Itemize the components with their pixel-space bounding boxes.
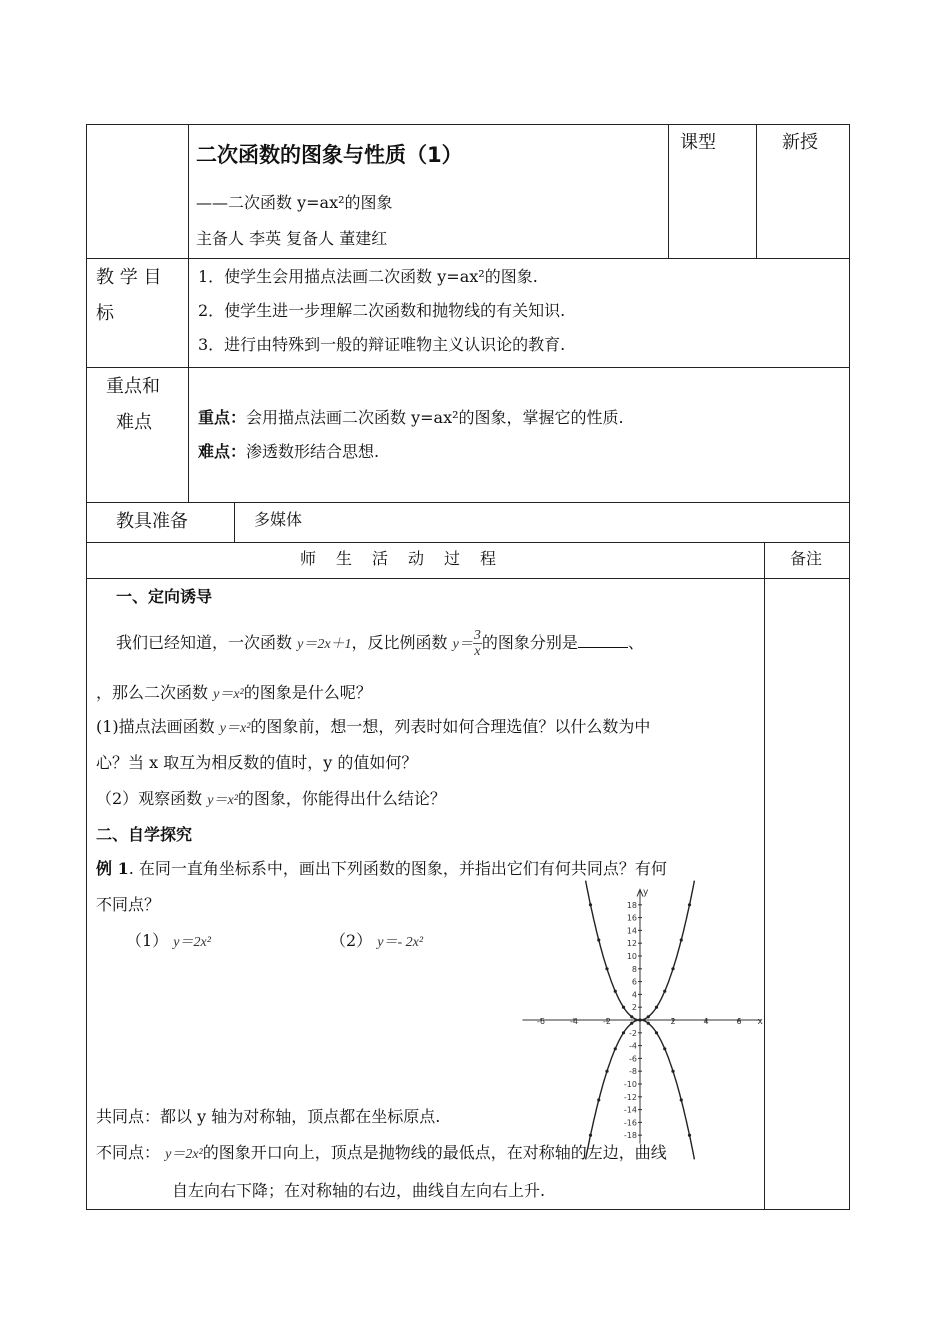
y-tick-label: 4	[631, 990, 637, 1000]
col-divider	[764, 542, 765, 1209]
section1-paragraph-4: 心？当 x 取互为相反数的值时，y 的值如何？	[96, 753, 418, 772]
col-divider	[668, 124, 669, 258]
x-tick-label: 4	[703, 1017, 709, 1026]
objective-item: 1．使学生会用描点法画二次函数 y=ax²的图象.	[198, 267, 538, 286]
y-tick-label: 6	[631, 977, 637, 987]
data-point	[638, 1018, 641, 1021]
equation: y＝- 2x²	[377, 935, 424, 950]
data-point	[655, 1031, 658, 1034]
text: 的图象是什么呢？	[243, 683, 372, 702]
row-divider	[86, 367, 850, 368]
course-type-label: 课型	[680, 132, 716, 153]
objectives-label-2: 标	[96, 303, 114, 324]
section1-heading: 一、定向诱导	[116, 587, 213, 606]
y-tick-label: 8	[631, 964, 637, 974]
col-divider	[234, 502, 235, 542]
data-point	[597, 938, 600, 941]
text: ，反比例函数	[351, 633, 448, 652]
tools-label: 教具准备	[116, 511, 188, 532]
equation: y＝x²	[219, 721, 251, 736]
fraction-numerator: 3	[473, 628, 481, 643]
parabola-graph	[500, 880, 763, 1146]
section1-paragraph-2	[96, 680, 372, 703]
data-point	[597, 1098, 600, 1101]
equation: y＝x²	[207, 793, 238, 808]
data-point	[622, 1006, 625, 1009]
different-points	[96, 1140, 667, 1163]
text: 的图象，你能得出什么结论？	[237, 789, 446, 808]
equation: y＝	[452, 637, 473, 652]
function-1	[126, 928, 211, 951]
different-points-cont: 自左向右下降；在对称轴的右边，曲线自左向右上升.	[172, 1181, 546, 1200]
objective-item: 3．进行由特殊到一般的辩证唯物主义认识论的教育.	[198, 335, 566, 354]
equation: y＝2x²	[173, 935, 211, 950]
text: （1）	[126, 931, 169, 950]
data-point	[663, 1047, 666, 1050]
x-tick-label: 2	[670, 1017, 676, 1026]
x-axis-label: x	[757, 1017, 763, 1027]
data-point	[614, 1047, 617, 1050]
keypoints-label-2: 难点	[116, 412, 152, 433]
data-point	[630, 1022, 633, 1025]
example-1-cont: 不同点？	[96, 895, 161, 914]
data-point	[614, 990, 617, 993]
x-tick-label: 6	[736, 1017, 742, 1026]
lesson-title: 二次函数的图象与性质（1）	[196, 143, 463, 167]
row-divider	[86, 578, 850, 579]
y-tick-label: -6	[629, 1054, 637, 1064]
equation: y＝x²	[213, 687, 244, 702]
objective-item: 2．使学生进一步理解二次函数和抛物线的有关知识.	[198, 301, 566, 320]
data-point	[680, 1098, 683, 1101]
data-point	[589, 903, 592, 906]
row-divider	[86, 502, 850, 503]
text: 我们已经知道，一次函数	[116, 633, 293, 652]
text: （2）观察函数	[96, 789, 203, 808]
x-tick-label: -2	[603, 1017, 611, 1026]
y-tick-label: -8	[629, 1067, 637, 1077]
section1-paragraph-5	[96, 786, 446, 809]
y-tick-label: -4	[629, 1041, 637, 1051]
y-tick-label: 10	[626, 952, 637, 961]
data-point	[605, 967, 608, 970]
text: ，那么二次函数	[96, 683, 209, 702]
function-2	[330, 928, 423, 951]
table-border-right	[849, 124, 850, 1210]
fill-blank[interactable]	[578, 633, 628, 648]
tools-value: 多媒体	[254, 510, 303, 529]
section2-heading: 二、自学探究	[96, 825, 193, 844]
lesson-subtitle: ——二次函数 y=ax²的图象	[196, 193, 393, 212]
data-point	[647, 1022, 650, 1025]
row-divider	[86, 258, 850, 259]
objectives-label: 教 学 目	[96, 267, 162, 288]
text: 的图象前，想一想，列表时如何合理选值？以什么数为中	[250, 717, 651, 736]
y-tick-label: 16	[626, 913, 637, 923]
y-tick-label: -12	[623, 1092, 637, 1102]
example-1	[96, 856, 667, 879]
difficulty	[198, 439, 379, 462]
data-point	[663, 990, 666, 993]
col-divider	[756, 124, 757, 258]
text: (1)描点法画函数	[96, 717, 215, 736]
notes-header: 备注	[790, 549, 823, 568]
difficulty-label: 难点：	[198, 442, 247, 461]
section1-paragraph-1	[116, 628, 644, 659]
text: 不同点：	[96, 1143, 161, 1162]
y-tick-label: -16	[623, 1118, 637, 1128]
col-divider	[188, 367, 189, 502]
y-tick-label: -10	[623, 1080, 637, 1089]
data-point	[605, 1070, 608, 1073]
difficulty-text: 渗透数形结合思想.	[246, 442, 380, 461]
data-point	[589, 1134, 592, 1137]
section1-paragraph-3	[96, 714, 650, 737]
data-point	[671, 967, 674, 970]
table-border-bottom	[86, 1209, 850, 1210]
data-point	[622, 1031, 625, 1034]
row-divider	[86, 542, 850, 543]
fraction-denominator: x	[474, 644, 481, 659]
key-point-text: 会用描点法画二次函数 y=ax²的图象，掌握它的性质.	[246, 408, 624, 427]
keypoints-label: 重点和	[106, 376, 160, 397]
common-points: 共同点：都以 y 轴为对称轴，顶点都在坐标原点.	[96, 1107, 441, 1126]
data-point	[688, 903, 691, 906]
y-axis-label: y	[643, 887, 649, 898]
fraction	[473, 628, 482, 659]
y-tick-label: -2	[629, 1028, 637, 1038]
data-point	[671, 1070, 674, 1073]
equation: y＝2x＋1	[297, 637, 352, 652]
data-point	[630, 1015, 633, 1018]
example-text: . 在同一直角坐标系中，画出下列函数的图象，并指出它们有何共同点？有何	[128, 859, 667, 878]
y-tick-label: -18	[623, 1131, 637, 1141]
course-type-value: 新授	[782, 132, 818, 153]
x-tick-label: -6	[537, 1017, 545, 1026]
text: （2）	[330, 931, 373, 950]
data-point	[647, 1015, 650, 1018]
col-divider	[188, 124, 189, 367]
key-point-label: 重点：	[198, 408, 247, 427]
equation: y＝2x²	[165, 1147, 203, 1162]
lesson-authors: 主备人 李英 复备人 董建红	[196, 229, 388, 248]
data-point	[680, 938, 683, 941]
x-tick-label: -4	[570, 1017, 578, 1026]
table-border-left	[86, 124, 87, 1210]
y-tick-label: 18	[626, 900, 637, 910]
y-tick-label: -14	[623, 1105, 637, 1115]
y-tick-label: 14	[626, 926, 637, 936]
table-border-top	[86, 124, 850, 125]
data-point	[688, 1134, 691, 1137]
text: 的图象开口向上，顶点是抛物线的最低点，在对称轴的左边，曲线	[202, 1143, 667, 1162]
text: 、	[627, 633, 644, 652]
key-point	[198, 405, 624, 428]
process-header: 师 生 活 动 过 程	[300, 549, 499, 568]
y-tick-label: 2	[631, 1003, 637, 1013]
text: 的图象分别是	[481, 633, 578, 652]
example-label: 例 1	[96, 859, 129, 878]
data-point	[655, 1006, 658, 1009]
y-tick-label: 12	[626, 939, 637, 949]
